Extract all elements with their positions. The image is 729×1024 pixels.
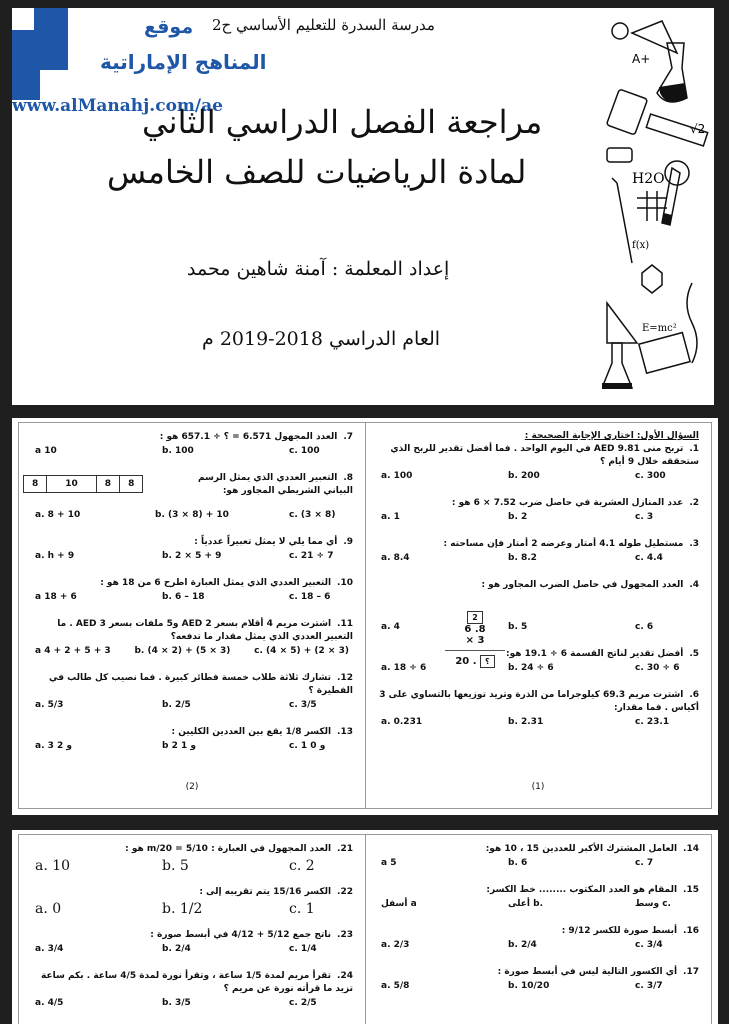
options-q16 — [377, 940, 699, 950]
options-q11 — [31, 646, 353, 656]
option-c[interactable]: c. (4 × 5) + (2 × 3) — [254, 646, 349, 656]
option-c[interactable]: c. 18 – 6 — [289, 592, 331, 602]
option-b[interactable]: b. 8.2 — [508, 553, 537, 563]
options-q4 — [377, 622, 699, 632]
option-a[interactable]: a. 4 — [381, 622, 400, 632]
question-9: 9.أي مما يلي لا يمثل تعبيراً عددياً : — [194, 537, 353, 547]
options-q9 — [31, 551, 353, 561]
worksheet-page-3-4 — [12, 830, 718, 1024]
option-a[interactable]: a. 18 ÷ 6 — [381, 663, 427, 673]
option-b[interactable]: b. 2/5 — [162, 700, 191, 710]
option-b[interactable]: b. 5 — [508, 622, 528, 632]
question-13: 13.الكسر 1/8 يقع بين العددين الكليين : — [171, 727, 353, 737]
option-b[interactable]: b. 6 — [508, 858, 528, 868]
option-c[interactable]: c. 1/4 — [289, 944, 317, 954]
option-a[interactable]: a 10 — [35, 446, 57, 456]
options-q14 — [377, 858, 699, 868]
option-c[interactable]: c. 6 — [635, 622, 654, 632]
question-24: 24.تقرأ مريم لمدة 1/5 ساعة ، وتقرأ نورة لمدة 4/5 ساعة . بكم ساعة تزيد ما قرأته نورة عن مريم ؟ — [41, 971, 353, 994]
options-q2 — [377, 512, 699, 522]
question-1: 1.تربح منى AED 9.81 في اليوم الواحد . فما أفضل تقدير للربح الذي ستحققه خلال 9 أيام ؟ — [390, 444, 699, 467]
school-doodles-illustration — [602, 13, 712, 401]
question-8: 8.التعبير العددي الذي يمثل الرسم البياني الشريطي المجاور هو: — [198, 473, 353, 496]
brand-line-2: المناهج الإماراتية — [100, 50, 267, 74]
options-q3 — [377, 553, 699, 563]
brand-line-1: موقع — [144, 16, 194, 38]
worksheet-page-1-2 — [12, 418, 718, 815]
question-6: 6.اشترت مريم 69.3 كيلوجراما من الذرة وتريد توزيعها بالتساوي على 3 أكياس . فما مقدار: — [379, 690, 699, 713]
question-10: 10.التعبير العددي الذي يمثل العبارة اطرح 6 من 18 هو : — [100, 578, 353, 588]
option-a[interactable]: a. 5/3 — [35, 700, 64, 710]
option-c[interactable]: c. 2/5 — [289, 998, 317, 1008]
svg-text:√2: √2 — [690, 122, 706, 136]
option-c[interactable]: c. 100 — [289, 446, 320, 456]
worksheet-page-2 — [19, 423, 365, 808]
options-q22 — [31, 901, 353, 917]
option-c[interactable]: c. 3/4 — [635, 940, 663, 950]
options-q15 — [377, 899, 699, 909]
question-3: 3.مستطيل طوله 4.1 أمتار وعرضه 2 أمتار فإن مساحته : — [443, 539, 699, 549]
school-name: مدرسة السدرة للتعليم الأساسي ح2 — [212, 16, 435, 34]
option-c[interactable]: c. 300 — [635, 471, 666, 481]
options-q17 — [377, 981, 699, 991]
option-b[interactable]: b. 10/20 — [508, 981, 550, 991]
option-a[interactable]: a 5 — [381, 858, 397, 868]
option-a[interactable]: a. 100 — [381, 471, 413, 481]
options-q24 — [31, 998, 353, 1008]
svg-text:f(x): f(x) — [632, 240, 650, 251]
worksheet-page-1 — [365, 423, 711, 808]
option-a[interactable]: a. 8.4 — [381, 553, 410, 563]
option-a[interactable]: a. 3 و 2 — [35, 741, 73, 751]
option-c[interactable]: c. 23.1 — [635, 717, 670, 727]
option-c[interactable]: c. 3 — [635, 512, 654, 522]
question-17: 17.أي الكسور التالية ليس في أبسط صورة : — [497, 967, 699, 977]
options-q12 — [31, 700, 353, 710]
option-a[interactable]: a 4 + 2 + 5 + 3 — [35, 646, 111, 656]
option-b[interactable]: b. 2/4 — [508, 940, 537, 950]
question-22: 22.الكسر 15/16 يتم تقريبه إلى : — [199, 887, 353, 897]
question-16: 16.أبسط صورة للكسر 9/12 : — [561, 926, 699, 936]
worksheet-page-4 — [19, 835, 365, 1024]
option-c[interactable]: c. 7 — [635, 858, 654, 868]
option-a[interactable]: a. 0.231 — [381, 717, 423, 727]
question-5: 5.أفضل تقدير لناتج القسمة 6 ÷ 19.1 هو: — [506, 649, 699, 659]
option-b[interactable]: b. 1/2 — [162, 901, 203, 917]
option-c[interactable]: c. 21 ÷ 7 — [289, 551, 334, 561]
options-q10 — [31, 592, 353, 602]
option-b[interactable]: b. 2 — [508, 512, 528, 522]
question-23: 23.ناتج جمع 5/12 + 4/12 في أبسط صورة : — [150, 930, 353, 940]
option-a[interactable]: أسفل a — [381, 899, 417, 909]
option-a[interactable]: a. 4/5 — [35, 998, 64, 1008]
cover-title-line-1: مراجعة الفصل الدراسي الثاني — [142, 103, 543, 141]
tape-diagram: 8 10 8 8 — [23, 475, 143, 493]
unknown-box: ؟ — [480, 655, 495, 668]
page-number: (1) — [531, 782, 545, 792]
option-b[interactable]: b. 100 — [162, 446, 194, 456]
question-4: 4.العدد المجهول في حاصل الضرب المجاور هو : — [481, 580, 699, 590]
question-15: 15.المقام هو العدد المكتوب ........ خط الكسر: — [486, 885, 699, 895]
option-b[interactable]: b. 3/5 — [162, 998, 191, 1008]
cover-page — [12, 8, 714, 405]
question-12: 12.تشارك ثلاثة طلاب خمسة فطائر كبيرة . فما نصيب كل طالب في الفطيرة ؟ — [48, 673, 353, 696]
options-q5 — [377, 663, 699, 673]
option-c[interactable]: c. 1 و 0 — [289, 741, 326, 751]
options-q13 — [31, 741, 353, 751]
option-a[interactable]: a. 5/8 — [381, 981, 410, 991]
worksheet-page-3 — [365, 835, 711, 1024]
option-a[interactable]: a. 0 — [35, 901, 62, 917]
question-2: 2.عدد المنازل العشرية في حاصل ضرب 7.52 × 6 هو : — [451, 498, 699, 508]
option-c[interactable]: c. 1 — [289, 901, 315, 917]
option-a[interactable]: a. 3/4 — [35, 944, 64, 954]
options-q6 — [377, 717, 699, 727]
option-a[interactable]: a. 8 + 10 — [35, 510, 81, 520]
svg-text:E=mc²: E=mc² — [642, 323, 677, 334]
option-a[interactable]: a. 2/3 — [381, 940, 410, 950]
doodle-a-plus: A+ — [632, 52, 651, 66]
question-21: 21.العدد المجهول في العبارة : 5/10 = m/20 هو : — [125, 844, 353, 854]
section-title: السؤال الأول: اختاري الإجابة الصحيحة : — [524, 431, 699, 441]
option-b[interactable]: b. 2/4 — [162, 944, 191, 954]
option-c[interactable]: c. 3/5 — [289, 700, 317, 710]
question-14: 14.العامل المشترك الأكبر للعددين 15 ، 10 هو: — [485, 844, 699, 854]
option-a[interactable]: a. 1 — [381, 512, 400, 522]
option-b[interactable]: b. 2 × 5 + 9 — [162, 551, 222, 561]
option-a[interactable]: a. 10 — [35, 858, 71, 874]
option-b[interactable]: b. (4 × 2) + (5 × 3) — [134, 646, 231, 656]
option-c[interactable]: c. 2 — [289, 858, 315, 874]
site-logo — [12, 8, 68, 100]
option-b[interactable]: b 2 و 1 — [162, 741, 196, 751]
question-7: 7.العدد المجهول 6.571 = ؟ ÷ 657.1 هو : — [159, 432, 353, 442]
page-number: (2) — [185, 782, 199, 792]
brand-url[interactable]: www.alManahj.com/ae — [12, 96, 223, 116]
option-b[interactable]: b. 5 — [162, 858, 189, 874]
options-q8 — [31, 510, 353, 520]
cover-title-line-2: لمادة الرياضيات للصف الخامس — [107, 153, 527, 191]
options-q1 — [377, 471, 699, 481]
option-c[interactable]: c. 30 ÷ 6 — [635, 663, 680, 673]
option-b[interactable]: b. 24 ÷ 6 — [508, 663, 554, 673]
option-b[interactable]: أعلى b. — [508, 899, 544, 909]
option-b[interactable]: b. 200 — [508, 471, 540, 481]
option-c[interactable]: c. 4.4 — [635, 553, 663, 563]
teacher-name: إعداد المعلمة : آمنة شاهين محمد — [187, 258, 450, 280]
multiplication-diagram: 2 6 .8 × 3 20 . ؟ — [445, 611, 505, 668]
question-11: 11.اشترت مريم 4 أقلام بسعر AED 2 و5 ملفات بسعر AED 3 . ما التعبير العددي الذي يمثل مقدار ما تدفعه؟ — [57, 619, 353, 642]
option-a[interactable]: a 18 + 6 — [35, 592, 77, 602]
options-q7 — [31, 446, 353, 456]
academic-year: العام الدراسي 2018-2019 م — [202, 328, 441, 350]
option-a[interactable]: a. h + 9 — [35, 551, 75, 561]
options-q23 — [31, 944, 353, 954]
option-b[interactable]: b. (3 × 8) + 10 — [155, 510, 229, 520]
option-c[interactable]: c. (3 × 8) — [288, 510, 336, 520]
option-b[interactable]: b. 2.31 — [508, 717, 544, 727]
options-q21 — [31, 858, 353, 874]
option-b[interactable]: b. 6 – 18 — [162, 592, 205, 602]
option-c[interactable]: c. 3/7 — [635, 981, 663, 991]
svg-text:H2O: H2O — [632, 171, 665, 187]
option-c[interactable]: وسط c. — [635, 899, 671, 909]
